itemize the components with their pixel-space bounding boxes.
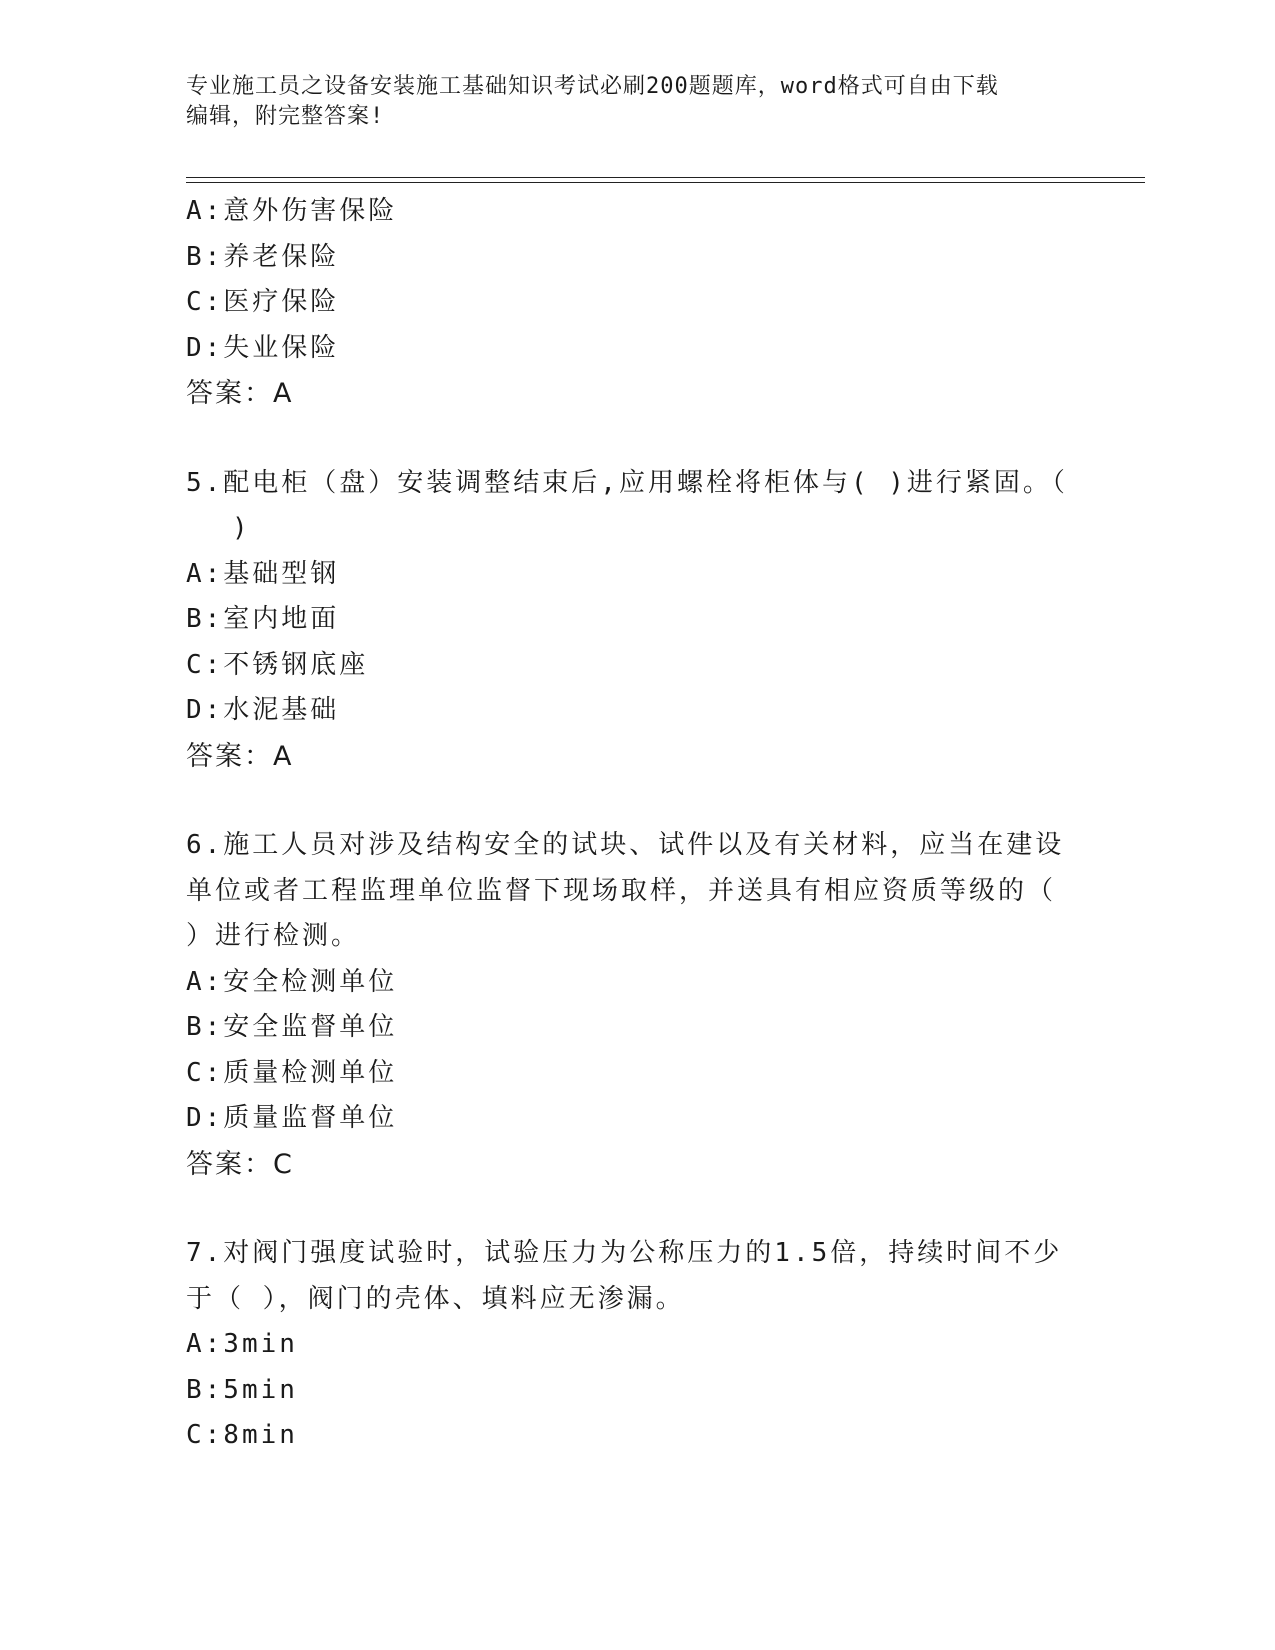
- question-text-line: 6.施工人员对涉及结构安全的试块、试件以及有关材料，应当在建设: [186, 830, 1065, 860]
- option-a: A:基础型钢: [186, 558, 340, 589]
- answer: 答案：A: [186, 740, 294, 772]
- question-5: [186, 461, 1066, 780]
- option-b: B:安全监督单位: [186, 1012, 398, 1042]
- option-d: D:失业保险: [186, 332, 340, 363]
- question-text-line: 5.配电柜（盘）安装调整结束后,应用螺栓将柜体与( )进行紧固。（: [186, 467, 1068, 498]
- answer: 答案：A: [186, 378, 294, 409]
- option-d: D:质量监督单位: [186, 1103, 398, 1133]
- spacer: [186, 417, 1066, 461]
- option-b: B:室内地面: [186, 604, 340, 634]
- option-c: C:医疗保险: [186, 287, 340, 317]
- option-c: C:质量检测单位: [186, 1057, 398, 1088]
- question-4: [186, 189, 1066, 417]
- option-c: C:8min: [186, 1420, 298, 1450]
- question-text-line: 单位或者工程监理单位监督下现场取样，并送具有相应资质等级的（: [186, 875, 1057, 906]
- option-c: C:不锈钢底座: [186, 649, 369, 680]
- option-a: A:安全检测单位: [186, 966, 398, 997]
- option-a: A:意外伤害保险: [186, 196, 398, 226]
- header-line-2: 编辑，附完整答案!: [186, 104, 385, 129]
- header-line-1: 专业施工员之设备安装施工基础知识考试必刷200题题库，word格式可自由下载: [186, 74, 999, 99]
- header-divider-bottom: [186, 182, 1145, 183]
- header-divider-top: [186, 177, 1145, 178]
- question-text-line: ）进行检测。: [186, 921, 361, 951]
- option-a: A:3min: [186, 1329, 298, 1359]
- question-7: [186, 1231, 1066, 1459]
- question-6: [186, 823, 1066, 1187]
- spacer: [186, 779, 1066, 823]
- document-header: [186, 72, 1066, 132]
- option-d: D:水泥基础: [186, 695, 340, 725]
- option-b: B:养老保险: [186, 241, 340, 272]
- option-b: B:5min: [186, 1374, 298, 1405]
- question-text-line: ): [232, 513, 251, 543]
- document-body: [186, 189, 1066, 1459]
- answer: 答案：C: [186, 1148, 294, 1180]
- question-text-line: 于（ ），阀门的壳体、填料应无渗漏。: [186, 1283, 685, 1314]
- question-text-line: 7.对阀门强度试验时，试验压力为公称压力的1.5倍，持续时间不少: [186, 1238, 1063, 1268]
- spacer: [186, 1187, 1066, 1231]
